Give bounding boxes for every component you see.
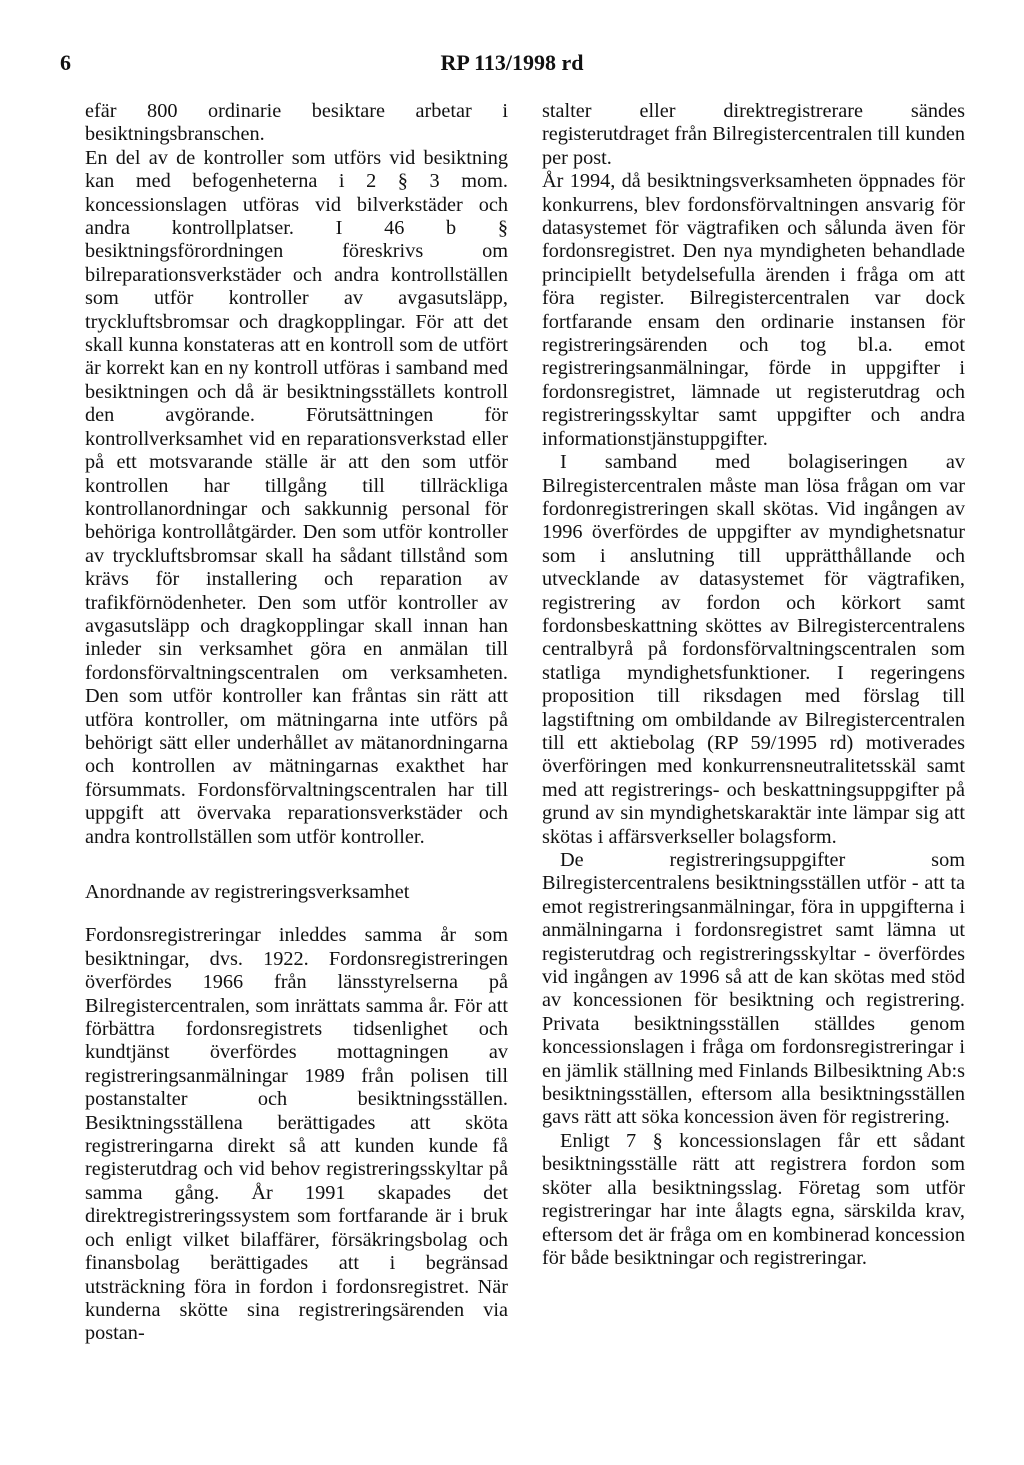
page-number: 6	[60, 50, 71, 75]
paragraph: År 1994, då besiktningsverksamheten öppnades för konkurrens, blev fordonsförvaltningen ansvarig för datasystemet för vägtrafiken och sålunda även för fordonsregistret. Den nya myndigheten behandlade principiellt betydelsefulla ärenden i fråga om att föra register. Bilregistercentralen var dock fortfarande ensam den ordinarie instansen för registreringsärenden och tog bl.a. emot registreringsanmälningar, förde in uppgifter i fordonsregistret, lämnade ut registerutdrag och registreringsskyltar samt uppgifter och andra informationstjänstuppgifter.	[542, 170, 965, 450]
right-column	[542, 100, 965, 1270]
paragraph: En del av de kontroller som utförs vid besiktning kan med befogenheterna i 2 § 3 mom. koncessionslagen utföras vid bilverkstäder och andra kontrollplatser. I 46 b § besiktningsförordningen föreskrivs om bilreparationsverkstäder och andra kontrollställen som utför kontroller av avgasutsläpp, tryckluftsbromsar och dragkopplingar. För att det skall kunna konstateras att en kontroll som de utfört är korrekt kan en ny kontroll utföras i samband med besiktningen och då är besiktningsställets kontroll den avgörande. Förutsättningen för kontrollverksamhet vid en reparationsverkstad eller på ett motsvarande ställe är att den som utför kontrollen har tillgång till tillräckliga kontrollanordningar och sakkunnig personal för behöriga kontrollåtgärder. Den som utför kontroller av tryckluftsbromsar skall ha sådant tillstånd som krävs för installering och reparation av trafikförnödenheter. Den som utför kontroller av avgasutsläpp och dragkopplingar skall innan han inleder sin verksamhet göra en anmälan till fordonsförvaltningscentralen om verksamheten. Den som utför kontroller kan fråntas sin rätt att utföra kontroller, om mätningarna inte utförs på behörigt sätt eller underhållet av mätanordningarna och kontrollen av mätningarnas exakthet har försummats. Fordonsförvaltningscentralen har till uppgift att övervaka reparationsverkstäder och andra kontrollställen som utför kontroller.	[85, 146, 508, 848]
paragraph: Fordonsregistreringar inleddes samma år som besiktningar, dvs. 1922. Fordonsregistreringen överfördes 1966 från länsstyrelserna på Bilregistercentralen, som inrättats samma år. För att förbättra fordonsregistrets tidsenlighet och kundtjänst överfördes mottagningen av registreringsanmälningar 1989 från polisen till postanstalter och besiktningsställen. Besiktningsställena berättigades att sköta registreringarna direkt så att kunden kunde få registerutdrag och vid behov registreringsskyltar på samma gång. År 1991 skapades det direktregistreringssystem som fortfarande är i bruk och enligt vilket bilaffärer, försäkringsbolag och finansbolag berättigades att i begränsad utsträckning föra in fordon i fordonsregistret. När kunderna skötte sina registreringsärenden via postan-	[85, 924, 508, 1345]
section-heading: Anordnande av registreringsverksamhet	[85, 881, 410, 903]
paragraph: I samband med bolagiseringen av Bilregistercentralen måste man lösa frågan om var fordonregistreringen skall skötas. Vid ingången av 1996 överfördes de uppgifter av myndighetsnatur som i anslutning till upprätthållande och utvecklande av datasystemet för vägtrafiken, registrering av fordon och körkort samt fordonsbeskattning sköttes av Bilregistercentralens centralbyrå på fordonsförvaltningscentralen som statliga myndighetsfunktioner. I regeringens proposition till riksdagen med förslag till lagstiftning om ombildande av Bilregistercentralen till ett aktiebolag (RP 59/1995 rd) motiverades överföringen med konkurrensneutralitetsskäl samt med att registrerings- och beskattningsuppgifter på grund av sin myndighetskaraktär inte lämpar sig att skötas i affärsverkseller bolagsform.	[542, 451, 965, 848]
paragraph: stalter eller direktregistrerare sändes registerutdraget från Bilregistercentralen till kunden per post.	[542, 100, 965, 169]
running-head: RP 113/1998 rd	[440, 50, 584, 75]
paragraph: Enligt 7 § koncessionslagen får ett sådant besiktningsställe rätt att registrera fordon som sköter alla besiktningsslag. Företag som utför registreringar har inte ålagts egna, särskilda krav, eftersom det är fråga om en kombinerad koncession för både besiktningar och registreringar.	[542, 1129, 965, 1269]
paragraph: efär 800 ordinarie besiktare arbetar i besiktningsbranschen.	[85, 100, 508, 146]
paragraph: De registreringsuppgifter som Bilregistercentralens besiktningsställen utför - att ta emot registreringsanmälningar, föra in uppgifterna i anmälningarna i fordonsregistret samt lämna ut registerutdrag och registreringsskyltar - överfördes vid ingången av 1996 så att de kan skötas med stöd av koncessionen för besiktning och registrering. Privata besiktningsställen ställdes genom koncessionslagen i fråga om fordonsregistreringar i en jämlik ställning med Finlands Bilbesiktning Ab:s besiktningsställen, eftersom alla besiktningsställen gavs rätt att söka koncession även för registrering.	[542, 849, 965, 1129]
left-column	[85, 100, 508, 1346]
